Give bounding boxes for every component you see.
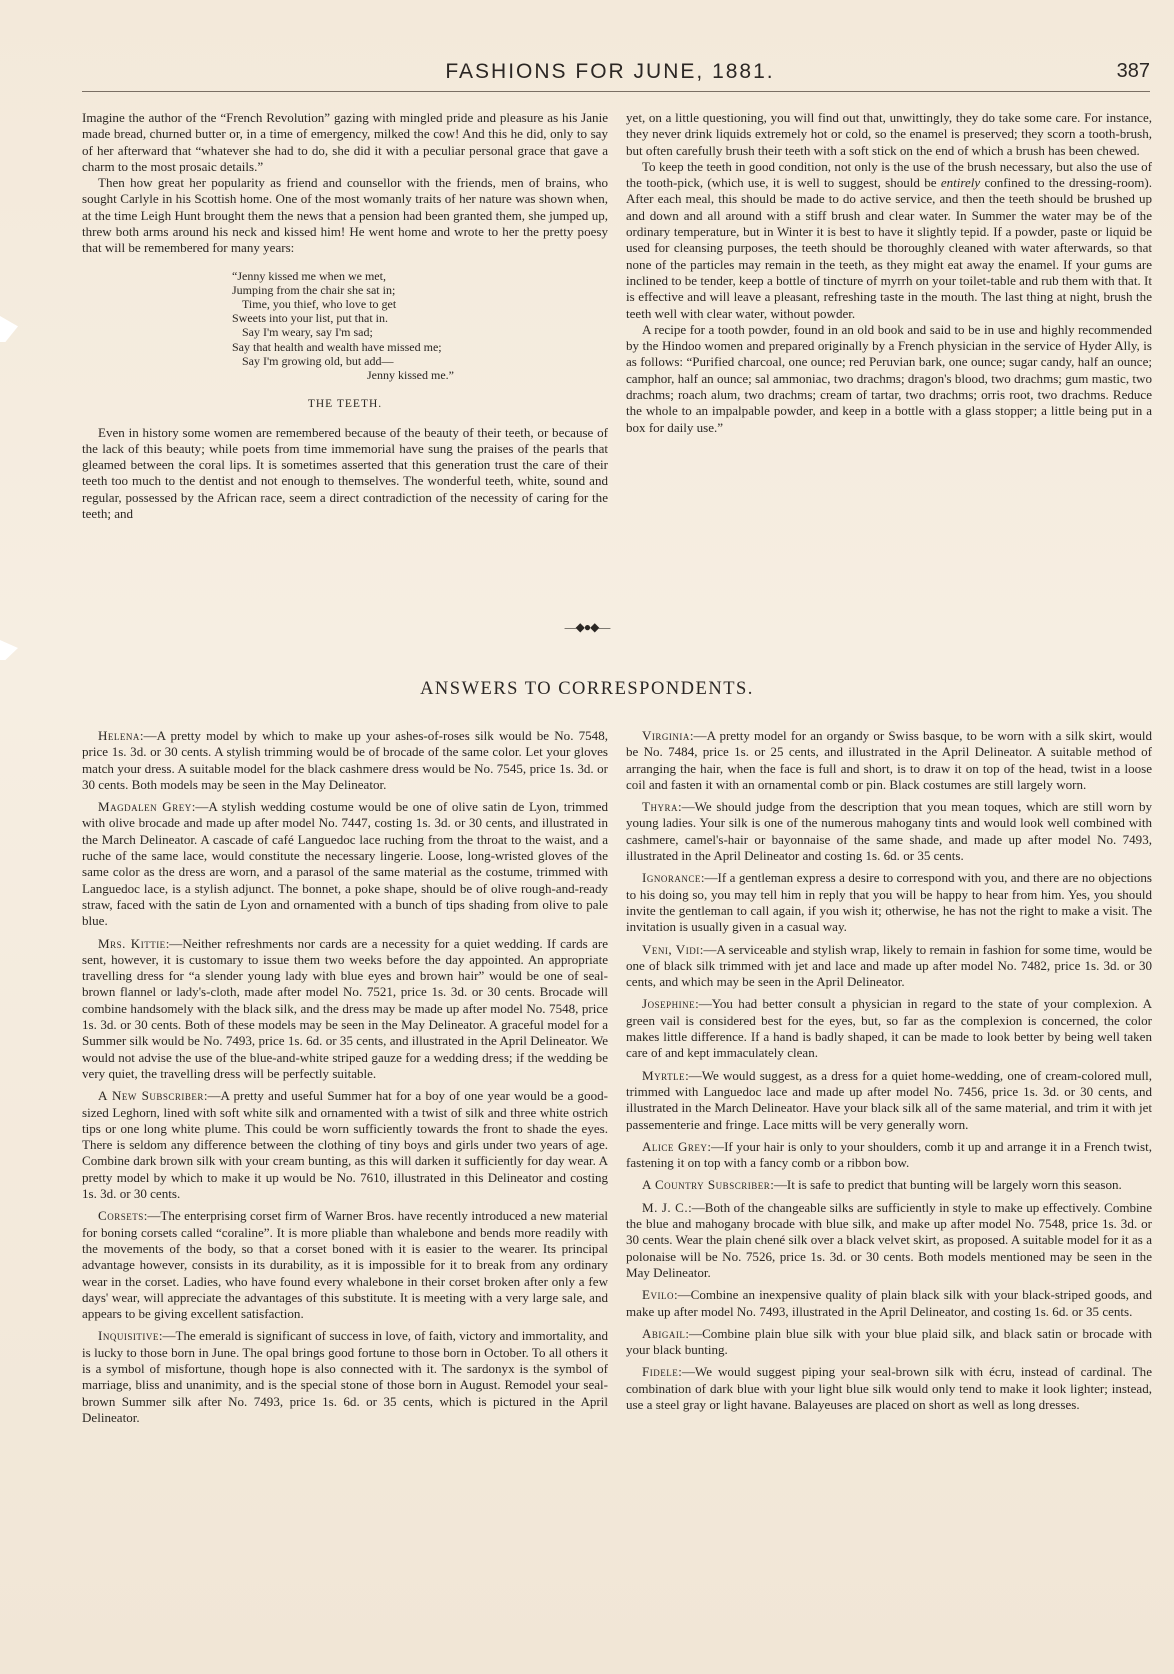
poem-line: Say I'm growing old, but add—	[242, 353, 394, 368]
answer-entry	[626, 1326, 1152, 1359]
correspondent-name: Thyra	[642, 799, 678, 815]
answer-text: :—We should judge from the description that you mean toques, which are still worn by young ladies. Your silk is one of the numerous mahogany tints and would look well combined with cashmere, camel's-hair or bayonnaise of the same shade, and made up after model No. 7493, illustrated in the April Delineator and costing 1s. 6d. or 35 cents.	[626, 799, 1152, 864]
article-paragraph: Imagine the author of the “French Revolution” gazing with mingled pride and pleasure as his Janie made bread, churned butter or, in a time of emergency, milked the cow! And this he did, only to say of her afterward that “whatever she had to do, she did it with a peculiar personal grace that gave a charm to the most prosaic details.”	[82, 110, 608, 174]
article-paragraph	[626, 159, 1152, 322]
section-divider-ornament: —◆●◆—	[564, 620, 610, 634]
poem	[232, 269, 608, 383]
answer-entry	[82, 1088, 608, 1202]
emphasis: entirely	[940, 175, 981, 191]
answer-text: :—A stylish wedding costume would be one of olive satin de Lyon, trimmed with olive brocade and made up after model No. 7447, costing 1s. 3d. or 30 cents, and illustrated in the March Delineator. A cascade of café Languedoc lace ruching from the throat to the waist, and a ruche of the same lace, would constitute the necessary lingerie. Loose, long-wristed gloves of the same color as the dress are worn, and a parasol of the same material as the costume, trimmed with Languedoc lace, is a stylish adjunct. The bonnet, a poke shape, should be of olive rough-and-ready straw, faced with the satin de Lyon and ornamented with a bunch of tips shading from olive to pale blue.	[82, 799, 609, 929]
poem-line: Time, you thief, who love to get	[242, 297, 397, 312]
answer-entry	[82, 1328, 608, 1426]
correspondent-name: Fidele	[642, 1364, 679, 1380]
answer-text: :—You had better consult a physician in regard to the state of your complexion. A green vail is considered best for the eyes, but, so far as the complexion is concerned, the color makes little difference. If a hand is badly shaped, it can be made to look better by being well taken care of and kept immaculately clean.	[626, 996, 1152, 1061]
answer-entry	[626, 942, 1152, 991]
article-paragraph: Even in history some women are remembered because of the beauty of their teeth, or because of the lack of this beauty; while poets from time immemorial have sung the praises of the pearls that gleamed between the coral lips. It is sometimes asserted that this generation trust the care of their teeth too much to the dentist and not enough to themselves. The wonderful teeth, white, sound and regular, possessed by the African race, seem a direct contradiction of the necessity of caring for the teeth; and	[82, 424, 608, 522]
correspondent-name: Inquisitive	[98, 1328, 159, 1344]
answer-text: :—Neither refreshments nor cards are a necessity for a quiet wedding. If cards are sent, however, it is customary to issue them two weeks before the day appointed. An appropriate travelling dress for “a slender young lady with blue eyes and brown hair” would be one of seal-brown flannel or lady's-cloth, made after model No. 7521, price 1s. 3d. or 30 cents. Brocade will combine handsomely with the black silk, and the dress may be made up after model No. 7548, price 1s. 3d. or 30 cents. Both of these models may be seen in the May Delineator. A graceful model for a Summer silk would be No. 7493, price 1s. 6d. or 35 cents, and illustrated in the April Delineator. We would not advise the use of the blue-and-white striped gauze for a wedding dress; if the wedding be very quiet, the travelling dress will be perfectly suitable.	[82, 935, 608, 1081]
answer-text: :—We would suggest piping your seal-brown silk with écru, instead of cardinal. The combination of dark blue with your light blue silk would only tend to make it look lighter; instead, use a steel gray or light havane. Balayeuses are placed on short as well as long dresses.	[626, 1364, 1152, 1412]
article-right-column	[626, 110, 1152, 436]
correspondent-name: Veni, Vidi	[642, 941, 700, 957]
answer-entry	[626, 728, 1152, 793]
answer-entry	[82, 799, 608, 929]
text-span: To keep the teeth in good condition, not only is the use of the brush necessary, but also the use of the tooth-pick, (which use, it is well to suggest, should be	[626, 158, 1152, 191]
correspondent-name: Myrtle	[642, 1067, 686, 1083]
text-span: confined to the dressing-room). After each meal, this should be made to do active service, and then the teeth should be brushed up and down and all around with a stiff brush and clear water. In Summer the water may be of the ordinary temperature, but in Winter it is best to have it slightly tepid. If a powder, paste or liquid be used for cleansing purposes, the teeth should be thoroughly cleaned with water afterwards, so that none of the particles may remain in the teeth, as they might eat away the enamel. If your gums are inclined to be tender, keep a bottle of tincture of myrrh on your toilet-table and rub them with that. It is effective and will leave a pleasant, refreshing taste in the mouth. The last thing at night, brush the teeth well with clear water, without powder.	[626, 175, 1152, 321]
paper-tear	[0, 316, 18, 342]
page-title: FASHIONS FOR JUNE, 1881.	[445, 60, 775, 83]
answer-entry	[82, 936, 608, 1083]
answer-entry	[626, 1139, 1152, 1172]
article-paragraph: yet, on a little questioning, you will find out that, unwittingly, they do take some care. For instance, they never drink liquids extremely hot or cold, so the enamel is preserved; they scorn a tooth-brush, but often carefully brush their teeth with a soft stick on the end of which a brush has been chewed.	[626, 110, 1152, 158]
poem-line: Say that health and wealth have missed me;	[232, 339, 442, 354]
article-left-column	[82, 110, 608, 522]
correspondent-name: Magdalen Grey	[98, 799, 192, 815]
correspondent-name: Corsets	[98, 1208, 144, 1224]
article-paragraph: Then how great her popularity as friend and counsellor with the friends, men of brains, who sought Carlyle in his Scottish home. One of the most womanly traits of her nature was shown when, at the time Leigh Hunt brought them the news that a pension had been granted them, she jumped up, threw both arms around his neck and kissed him! He went home and wrote to her the pretty poesy that will be remembered for many years:	[82, 175, 608, 256]
correspondent-name: Mrs. Kittie	[98, 935, 166, 951]
answer-text: :—Combine an inexpensive quality of plain black silk with your black-striped goods, and make up after model No. 7493, illustrated in the April Delineator, and costing 1s. 6d. or 35 cents.	[626, 1287, 1152, 1319]
correspondent-name: Helena	[98, 728, 140, 743]
answer-text: :—If your hair is only to your shoulders, comb it up and arrange it in a French twist, fastening it on top with a fancy comb or a ribbon bow.	[626, 1138, 1152, 1171]
answer-entry	[82, 1208, 608, 1322]
answer-entry	[626, 996, 1152, 1061]
correspondent-name: Evilo	[642, 1287, 674, 1303]
answer-entry	[626, 799, 1152, 864]
article-paragraph: A recipe for a tooth powder, found in an old book and said to be in use and highly recommended by the Hindoo women and prepared originally by a French physician in the service of Hyder Ally, is as follows: “Purified charcoal, one ounce; red Peruvian bark, one ounce; sugar candy, half an ounce; camphor, half an ounce; sal ammoniac, two drachms; dragon's blood, two drachms; gum mastic, two drachms; roach alum, two drachms; cream of tartar, two drachms; orris root, two drachms. Reduce the whole to an impalpable powder, and keep in a bottle with a glass stopper; a little being put in a box for daily use.”	[626, 321, 1152, 435]
answer-entry	[626, 870, 1152, 935]
answer-text: :—A pretty model by which to make up your ashes-of-roses silk would be No. 7548, price 1s. 3d. or 30 cents. A stylish trimming would be of brocade of the same color. Let your gloves match your dress. A suitable model for the black cashmere dress would be No. 7545, price 1s. 3d. or 30 cents. Both models may be seen in the May Delineator.	[82, 728, 608, 792]
answer-entry	[626, 1364, 1152, 1413]
correspondent-name: Alice Grey	[642, 1138, 708, 1154]
page-number: 387	[1116, 60, 1150, 82]
poem-line: Jumping from the chair she sat in;	[232, 282, 396, 297]
answer-text: :—A serviceable and stylish wrap, likely to remain in fashion for some time, would be one of black silk trimmed with jet and lace and made up after model No. 7482, price 1s. 3d. or 30 cents, and which may be seen in the April Delineator.	[626, 941, 1152, 990]
answer-entry	[626, 1200, 1152, 1281]
answers-left-column	[82, 728, 608, 1426]
correspondent-name: A New Subscriber	[98, 1088, 204, 1104]
answer-entry	[82, 728, 608, 793]
paper-tear	[0, 640, 18, 660]
poem-line: Sweets into your list, put that in.	[232, 311, 388, 326]
poem-line: Jenny kissed me.”	[367, 368, 454, 383]
answer-text: :—Both of the changeable silks are sufficiently in style to make up effectively. Combine the blue and mahogany brocade with blue silk, and make up after model No. 7548, price 1s. 3d. or 30 cents. Wear the plain chené silk over a black velvet skirt, as proposed. A suitable model for it as a polonaise will be No. 7526, price 1s. 3d. or 30 cents. Both models mentioned may be seen in the May Delineator.	[626, 1199, 1152, 1280]
section-subheading: THE TEETH.	[307, 398, 383, 411]
correspondent-name: A Country Subscriber	[642, 1177, 771, 1193]
answer-entry	[626, 1177, 1152, 1193]
answer-text: :—We would suggest, as a dress for a quiet home-wedding, one of cream-colored mull, trimmed with Languedoc lace and made up after model No. 7456, price 1s. 3d. or 30 cents, and illustrated in the March Delineator. Have your black silk all of the same material, and trim it with jet passementerie and fringe. Lace mitts will be very generally worn.	[626, 1067, 1152, 1132]
poem-line: Say I'm weary, say I'm sad;	[242, 325, 373, 340]
answer-entry	[626, 1287, 1152, 1320]
answer-text: :—A pretty model for an organdy or Swiss basque, to be worn with a silk skirt, would be No. 7484, price 1s. or 25 cents, and illustrated in the April Delineator. A suitable method of arranging the hair, when the face is full and short, is to draw it on top of the head, twist in a loose coil and fasten it with an ornamental comb or pin. Black costumes are still largely worn.	[626, 728, 1152, 792]
correspondent-name: Abigail	[642, 1325, 686, 1341]
answers-right-column	[626, 728, 1152, 1413]
answer-text: :—The emerald is significant of success in love, of faith, victory and immortality, and is lucky to those born in June. The opal brings good fortune to those born in October. To all others it is a symbol of misfortune, though hope is also connected with it. The sardonyx is the symbol of marriage, bliss and unanimity, and is the special stone of those born in August. Remodel your seal-brown Summer silk after No. 7493, price 1s. 6d. or 35 cents, which is pictured in the April Delineator.	[82, 1328, 608, 1425]
answer-text: :—The enterprising corset firm of Warner Bros. have recently introduced a new material for boning corsets called “coraline”. It is more pliable than whalebone and bends more readily with the movements of the body, so that a corset boned with it is easier to the wearer. Its principal advantage however, consists in its durability, as it is impossible for it to break from any ordinary wear in the corset. Ladies, who have found every whalebone in their corset broken after only a few days' wear, will appreciate the advantages of this substitute. It is meeting with a very large sale, and appears to be giving excellent satisfaction.	[82, 1208, 608, 1322]
correspondent-name: Virginia	[642, 728, 690, 743]
correspondent-name: Ignorance	[642, 870, 701, 886]
answers-heading: ANSWERS TO CORRESPONDENTS.	[420, 679, 754, 699]
header-rule	[82, 91, 1150, 92]
poem-line: “Jenny kissed me when we met,	[232, 268, 386, 283]
answer-text: :—A pretty and useful Summer hat for a boy of one year would be a good-sized Leghorn, lined with soft white silk and ornamented with a twist of silk and three white ostrich tips or one long white plume. This could be worn sufficiently towards the front to shade the eyes. There is seldom any difference between the clothing of tiny boys and girls under two years of age. Combine dark brown silk with your cream bunting, as this will darken it sufficiently for day wear. A pretty model by which to make it up would be No. 7610, illustrated in this Delineator and costing 1s. 3d. or 30 cents.	[82, 1088, 608, 1202]
answer-text: :—It is safe to predict that bunting will be largely worn this season.	[770, 1177, 1122, 1193]
answer-text: :—If a gentleman express a desire to correspond with you, and there are no objections to his doing so, you may tell him in reply that you will be happy to hear from him. Yes, you should invite the gentleman to call again, if you wish it; otherwise, he has not the right to make a visit. The invitation is usually given in a casual way.	[626, 870, 1152, 935]
correspondent-name: Josephine	[642, 996, 696, 1012]
correspondent-name: M. J. C.	[642, 1199, 689, 1215]
answer-entry	[626, 1068, 1152, 1133]
answer-text: :—Combine plain blue silk with your blue plaid silk, and black satin or brocade with your black bunting.	[626, 1325, 1152, 1358]
